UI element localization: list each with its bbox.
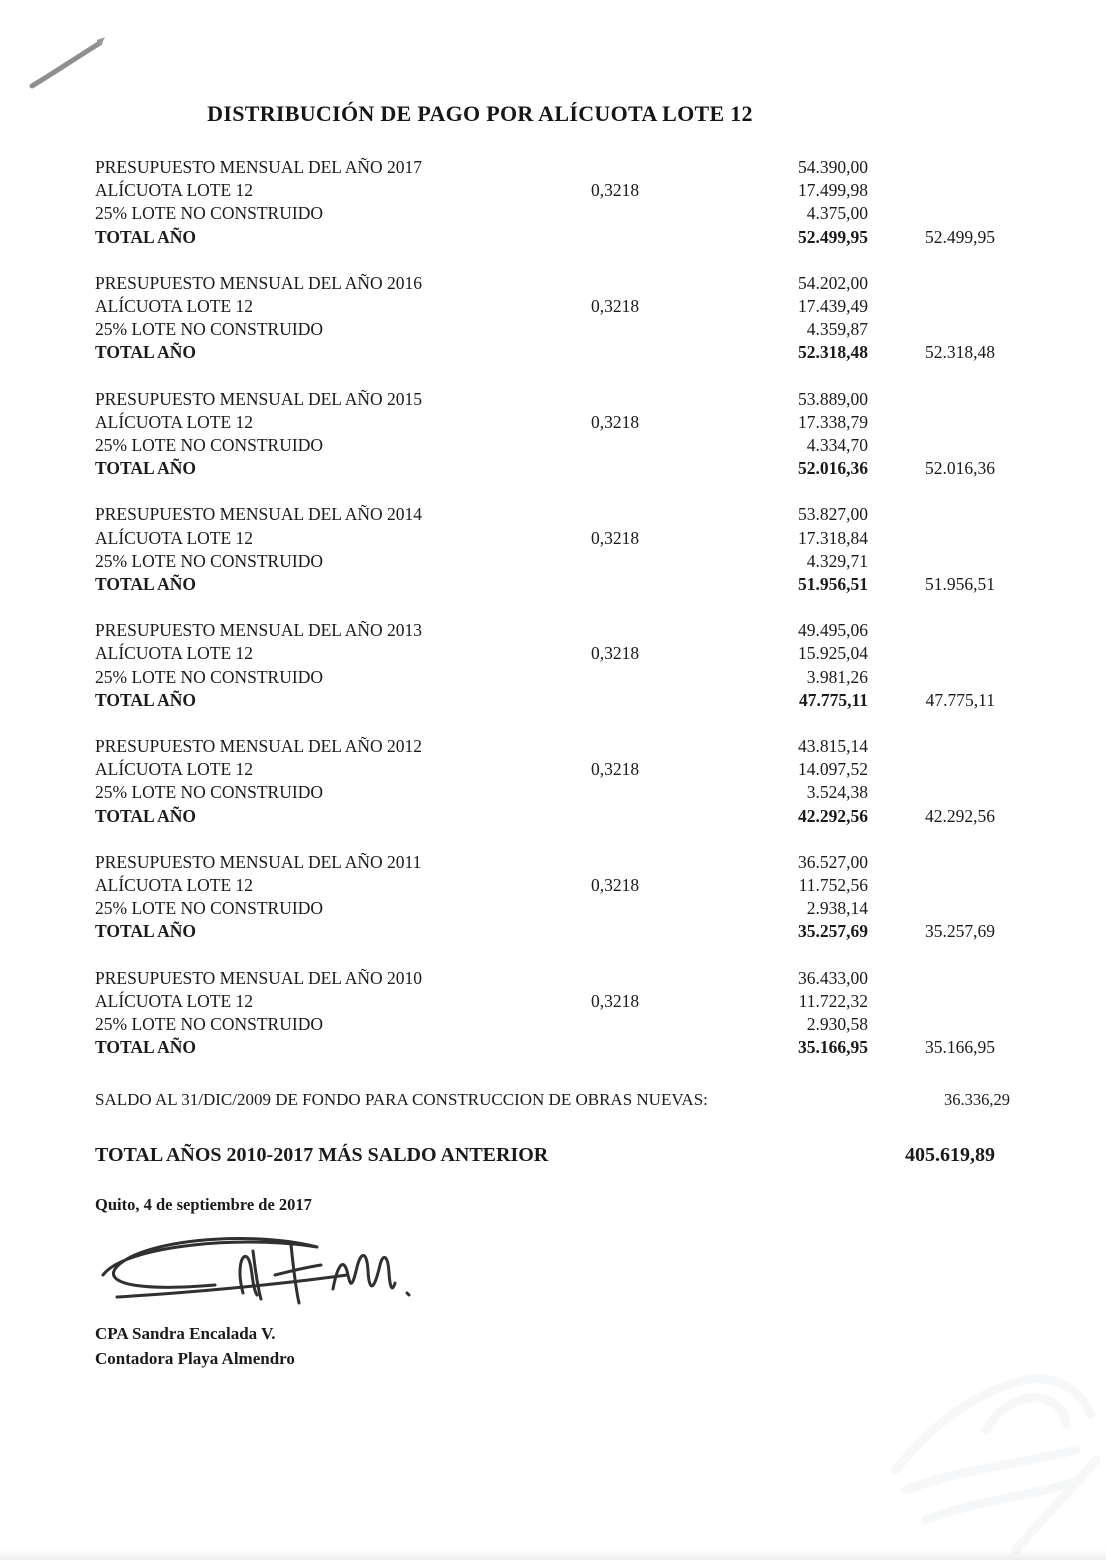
alicuota-value: 15.925,04 [798, 643, 868, 664]
presupuesto-value: 36.527,00 [798, 851, 868, 872]
total-ano-row [95, 689, 1010, 712]
factor-cell-empty [565, 897, 665, 920]
presupuesto-row [95, 503, 1010, 526]
factor-cell-empty [565, 503, 665, 526]
presupuesto-label: PRESUPUESTO MENSUAL DEL AÑO 2010 [95, 967, 423, 988]
alicuota-value: 17.318,84 [798, 527, 868, 548]
factor-cell-empty [565, 318, 665, 341]
presupuesto-value: 43.815,14 [798, 736, 868, 757]
repeat-cell-empty [868, 619, 995, 642]
alicuota-factor: 0,3218 [590, 990, 640, 1011]
presupuesto-value: 54.390,00 [798, 157, 868, 177]
alicuota-label: ALÍCUOTA LOTE 12 [95, 759, 254, 780]
presupuesto-row [95, 388, 1010, 411]
lote-25-label: 25% LOTE NO CONSTRUIDO [95, 550, 323, 571]
signature-icon [95, 1223, 435, 1321]
repeat-cell-empty [868, 990, 995, 1013]
repeat-cell-empty [868, 272, 995, 295]
lote-25-label: 25% LOTE NO CONSTRUIDO [95, 898, 323, 919]
alicuota-factor: 0,3218 [590, 875, 640, 896]
factor-cell-empty [565, 781, 665, 804]
factor-cell-empty [565, 1013, 665, 1036]
alicuota-label: ALÍCUOTA LOTE 12 [95, 411, 254, 432]
lote-25-value: 3.524,38 [806, 782, 868, 803]
lote-25-row [95, 318, 1010, 341]
presupuesto-row [95, 735, 1010, 758]
year-block [95, 619, 1010, 712]
year-block [95, 388, 1010, 481]
factor-cell-empty [565, 735, 665, 758]
repeat-cell-empty [868, 758, 995, 781]
alicuota-factor: 0,3218 [590, 296, 640, 317]
total-ano-row [95, 457, 1010, 480]
factor-cell-empty [565, 851, 665, 874]
repeat-cell-empty [868, 295, 995, 318]
lote-25-value: 2.930,58 [806, 1014, 868, 1035]
repeat-cell-empty [868, 388, 995, 411]
total-ano-value: 35.166,95 [798, 1037, 868, 1058]
factor-cell-empty [565, 226, 665, 249]
saldo-label: SALDO AL 31/DIC/2009 DE FONDO PARA CONSTRUCCION DE OBRAS NUEVAS: [95, 1089, 708, 1109]
presupuesto-value: 53.827,00 [798, 504, 868, 525]
alicuota-factor: 0,3218 [590, 411, 640, 432]
factor-cell-empty [565, 156, 665, 179]
lote-25-value: 4.329,71 [806, 550, 868, 571]
signature [95, 1223, 435, 1321]
grand-total-value: 405.619,89 [905, 1143, 995, 1166]
document-body [95, 156, 1010, 1371]
lote-25-row [95, 1013, 1010, 1036]
alicuota-label: ALÍCUOTA LOTE 12 [95, 296, 254, 317]
alicuota-value: 11.722,32 [798, 990, 868, 1011]
repeat-cell-empty [868, 642, 995, 665]
total-ano-row [95, 573, 1010, 596]
factor-cell-empty [565, 1036, 665, 1059]
repeat-cell-empty [868, 434, 995, 457]
total-ano-label: TOTAL AÑO [95, 574, 196, 595]
repeat-cell-empty [868, 202, 995, 225]
presupuesto-value: 49.495,06 [798, 620, 868, 641]
presupuesto-row [95, 272, 1010, 295]
factor-cell-empty [565, 434, 665, 457]
presupuesto-label: PRESUPUESTO MENSUAL DEL AÑO 2012 [95, 736, 423, 757]
lote-25-label: 25% LOTE NO CONSTRUIDO [95, 666, 323, 687]
factor-cell-empty [565, 967, 665, 990]
total-ano-value: 51.956,51 [798, 574, 868, 595]
total-ano-row [95, 920, 1010, 943]
alicuota-value: 17.499,98 [798, 180, 868, 201]
alicuota-row [95, 758, 1010, 781]
total-ano-row [95, 226, 1010, 249]
factor-cell-empty [565, 573, 665, 596]
total-ano-value: 42.292,56 [798, 805, 868, 826]
lote-25-label: 25% LOTE NO CONSTRUIDO [95, 319, 323, 340]
saldo-row [95, 1089, 1010, 1111]
year-block [95, 851, 1010, 944]
alicuota-row [95, 527, 1010, 550]
factor-cell-empty [565, 920, 665, 943]
total-ano-label: TOTAL AÑO [95, 805, 196, 826]
alicuota-label: ALÍCUOTA LOTE 12 [95, 875, 254, 896]
total-ano-row [95, 341, 1010, 364]
alicuota-label: ALÍCUOTA LOTE 12 [95, 990, 254, 1011]
year-block [95, 735, 1010, 828]
presupuesto-label: PRESUPUESTO MENSUAL DEL AÑO 2011 [95, 851, 422, 872]
total-ano-repeat-value: 52.318,48 [925, 342, 995, 363]
factor-cell-empty [565, 272, 665, 295]
year-blocks-container [95, 156, 1010, 1060]
saldo-value: 36.336,29 [944, 1089, 1010, 1109]
total-ano-repeat-value: 51.956,51 [925, 574, 995, 595]
total-ano-repeat-value: 35.257,69 [925, 921, 995, 942]
repeat-cell-empty [868, 874, 995, 897]
lote-25-value: 4.359,87 [806, 319, 868, 340]
lote-25-row [95, 434, 1010, 457]
total-ano-label: TOTAL AÑO [95, 689, 196, 710]
lote-25-row [95, 897, 1010, 920]
total-ano-repeat-value: 52.016,36 [925, 458, 995, 479]
repeat-cell-empty [868, 1013, 995, 1036]
factor-cell-empty [565, 202, 665, 225]
repeat-cell-empty [868, 967, 995, 990]
lote-25-label: 25% LOTE NO CONSTRUIDO [95, 1014, 323, 1035]
presupuesto-label: PRESUPUESTO MENSUAL DEL AÑO 2017 [95, 157, 423, 177]
lote-25-label: 25% LOTE NO CONSTRUIDO [95, 435, 323, 456]
presupuesto-value: 53.889,00 [798, 388, 868, 409]
alicuota-value: 17.338,79 [798, 411, 868, 432]
total-ano-repeat-value: 52.499,95 [925, 226, 995, 247]
total-ano-value: 47.775,11 [798, 689, 868, 710]
repeat-cell-empty [868, 851, 995, 874]
total-ano-repeat-value: 35.166,95 [925, 1037, 995, 1058]
repeat-cell-empty [868, 411, 995, 434]
lote-25-value: 4.334,70 [806, 435, 868, 456]
repeat-cell-empty [868, 156, 995, 179]
presupuesto-row [95, 156, 1010, 179]
total-ano-label: TOTAL AÑO [95, 226, 196, 247]
lote-25-row [95, 666, 1010, 689]
place-date: Quito, 4 de septiembre de 2017 [95, 1194, 312, 1214]
presupuesto-row [95, 851, 1010, 874]
lote-25-value: 3.981,26 [806, 666, 868, 687]
alicuota-row [95, 874, 1010, 897]
total-ano-repeat-value: 47.775,11 [925, 689, 995, 710]
repeat-cell-empty [868, 527, 995, 550]
presupuesto-value: 54.202,00 [798, 272, 868, 293]
factor-cell-empty [565, 388, 665, 411]
page-title: DISTRIBUCIÓN DE PAGO POR ALÍCUOTA LOTE 12 [207, 101, 753, 126]
factor-cell-empty [565, 619, 665, 642]
presupuesto-label: PRESUPUESTO MENSUAL DEL AÑO 2015 [95, 388, 423, 409]
total-ano-value: 52.499,95 [798, 226, 868, 247]
presupuesto-row [95, 967, 1010, 990]
grand-total-row [95, 1143, 995, 1168]
alicuota-row [95, 295, 1010, 318]
total-ano-label: TOTAL AÑO [95, 458, 196, 479]
total-ano-value: 52.016,36 [798, 458, 868, 479]
lote-25-value: 4.375,00 [806, 203, 868, 224]
repeat-cell-empty [868, 735, 995, 758]
total-ano-value: 52.318,48 [798, 342, 868, 363]
presupuesto-label: PRESUPUESTO MENSUAL DEL AÑO 2016 [95, 272, 423, 293]
total-ano-label: TOTAL AÑO [95, 342, 196, 363]
alicuota-row [95, 179, 1010, 202]
factor-cell-empty [565, 550, 665, 573]
presupuesto-row [95, 619, 1010, 642]
factor-cell-empty [565, 805, 665, 828]
repeat-cell-empty [868, 897, 995, 920]
total-ano-value: 35.257,69 [798, 921, 868, 942]
alicuota-factor: 0,3218 [590, 759, 640, 780]
signer-name: CPA Sandra Encalada V. [95, 1323, 276, 1343]
lote-25-row [95, 781, 1010, 804]
alicuota-value: 17.439,49 [798, 296, 868, 317]
year-block [95, 272, 1010, 365]
total-ano-row [95, 805, 1010, 828]
repeat-cell-empty [868, 666, 995, 689]
lote-25-row [95, 550, 1010, 573]
year-block [95, 503, 1010, 596]
alicuota-value: 11.752,56 [798, 875, 868, 896]
total-ano-repeat-value: 42.292,56 [925, 805, 995, 826]
grand-total-label: TOTAL AÑOS 2010-2017 MÁS SALDO ANTERIOR [95, 1143, 549, 1166]
repeat-cell-empty [868, 550, 995, 573]
factor-cell-empty [565, 689, 665, 712]
lote-25-value: 2.938,14 [806, 898, 868, 919]
repeat-cell-empty [868, 503, 995, 526]
presupuesto-label: PRESUPUESTO MENSUAL DEL AÑO 2013 [95, 620, 423, 641]
year-block [95, 156, 1010, 249]
pen-mark-icon [24, 34, 114, 94]
total-ano-label: TOTAL AÑO [95, 921, 196, 942]
alicuota-factor: 0,3218 [590, 643, 640, 664]
presupuesto-value: 36.433,00 [798, 967, 868, 988]
total-ano-row [95, 1036, 1010, 1059]
watermark-icon [866, 1320, 1106, 1560]
alicuota-label: ALÍCUOTA LOTE 12 [95, 180, 254, 201]
alicuota-value: 14.097,52 [798, 759, 868, 780]
lote-25-label: 25% LOTE NO CONSTRUIDO [95, 782, 323, 803]
repeat-cell-empty [868, 781, 995, 804]
alicuota-factor: 0,3218 [590, 180, 640, 201]
total-ano-label: TOTAL AÑO [95, 1037, 196, 1058]
alicuota-row [95, 642, 1010, 665]
factor-cell-empty [565, 457, 665, 480]
repeat-cell-empty [868, 318, 995, 341]
presupuesto-label: PRESUPUESTO MENSUAL DEL AÑO 2014 [95, 504, 423, 525]
lote-25-row [95, 202, 1010, 225]
alicuota-label: ALÍCUOTA LOTE 12 [95, 527, 254, 548]
alicuota-row [95, 411, 1010, 434]
lote-25-label: 25% LOTE NO CONSTRUIDO [95, 203, 323, 224]
alicuota-factor: 0,3218 [590, 527, 640, 548]
repeat-cell-empty [868, 179, 995, 202]
factor-cell-empty [565, 666, 665, 689]
scan-edge-shadow [0, 1550, 1106, 1560]
alicuota-label: ALÍCUOTA LOTE 12 [95, 643, 254, 664]
year-block [95, 967, 1010, 1060]
factor-cell-empty [565, 341, 665, 364]
alicuota-row [95, 990, 1010, 1013]
signer-title: Contadora Playa Almendro [95, 1348, 295, 1368]
